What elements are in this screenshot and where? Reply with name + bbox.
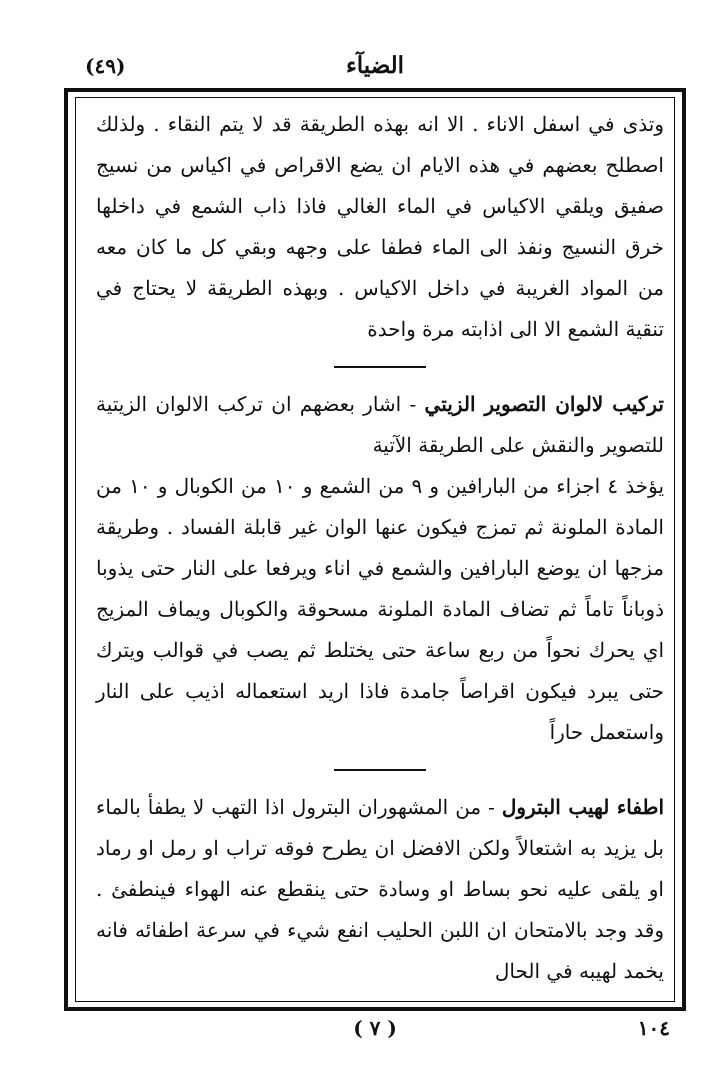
page-footer: [70, 1016, 680, 1056]
paragraph-oil-paint-recipe: يؤخذ ٤ اجزاء من البارافين و ٩ من الشمع و ١٠ من الكوبال و ١٠ من المادة الملونة ثم تمزج فيكون عنها الوان غير قابلة الفساد . وطريقة مزجها ان يوضع البارافين والشمع في اناء ويرفعا على النار حتى يذوبا ذوباناً تاماً ثم تضاف المادة الملونة مسحوقة والكوبال ويماف المزيج اي يحرك نحواً من ربع ساعة حتى يختلط ثم يصب في قوالب ويترك حتى يبرد فيكون اقراصاً جامدة فاذا اريد استعماله اذيب على النار واستعمل حاراً: [96, 474, 665, 744]
page-header: [70, 52, 680, 88]
page-number: (٤٩): [85, 54, 126, 78]
paragraph-text: - اشار بعضهم ان تركب الالوان الزيتية للتصوير والنقش على الطريقة الآتية: [96, 392, 664, 457]
section-divider: [334, 366, 426, 368]
section-divider: [334, 769, 426, 771]
signature-mark: ( ٧ ): [353, 1016, 397, 1040]
section-heading-oil-paint: تركيب لالوان التصوير الزيتي: [424, 392, 664, 416]
paragraph-petroleum-fire: [96, 787, 664, 992]
paragraph-wax-purification: وتذى في اسفل الاناء . الا انه بهذه الطريقة قد لا يتم النقاء . ولذلك اصطلح بعضهم في هذه الايام ان يضع الاقراص في اكياس من نسيج صفيق ويلقي الاكياس في الماء الغالي فاذا ذاب الشمع في داخلها خرق النسيج ونفذ الى الماء فطفا على وجهه وبقي كل ما كان معه من المواد الغريبة في داخل الاكياس . وبهذه الطريقة لا يحتاج في تنقية الشمع الا الى اذابته مرة واحدة: [96, 112, 664, 341]
article-body: [96, 104, 664, 994]
section-heading-petroleum: اطفاء لهيب البترول: [501, 795, 664, 819]
paragraph-text: - من المشهوران البترول اذا التهب لا يطفأ بالماء بل يزيد به اشتعالاً ولكن الافضل ان يطرح فوقه تراب او رمل او رماد او يلقى عليه نحو بساط او وسادة حتى ينقطع عنه الهواء فينطفئ . وقد وجد بالامتحان ان اللبن الحليب انفع شيء في سرعة اطفائه فانه يخمد لهيبه في الحال: [96, 795, 664, 983]
paragraph-oil-paint-intro: [96, 384, 664, 466]
folio-number: ١٠٤: [637, 1016, 670, 1040]
page-title: الضيآء: [345, 52, 405, 79]
